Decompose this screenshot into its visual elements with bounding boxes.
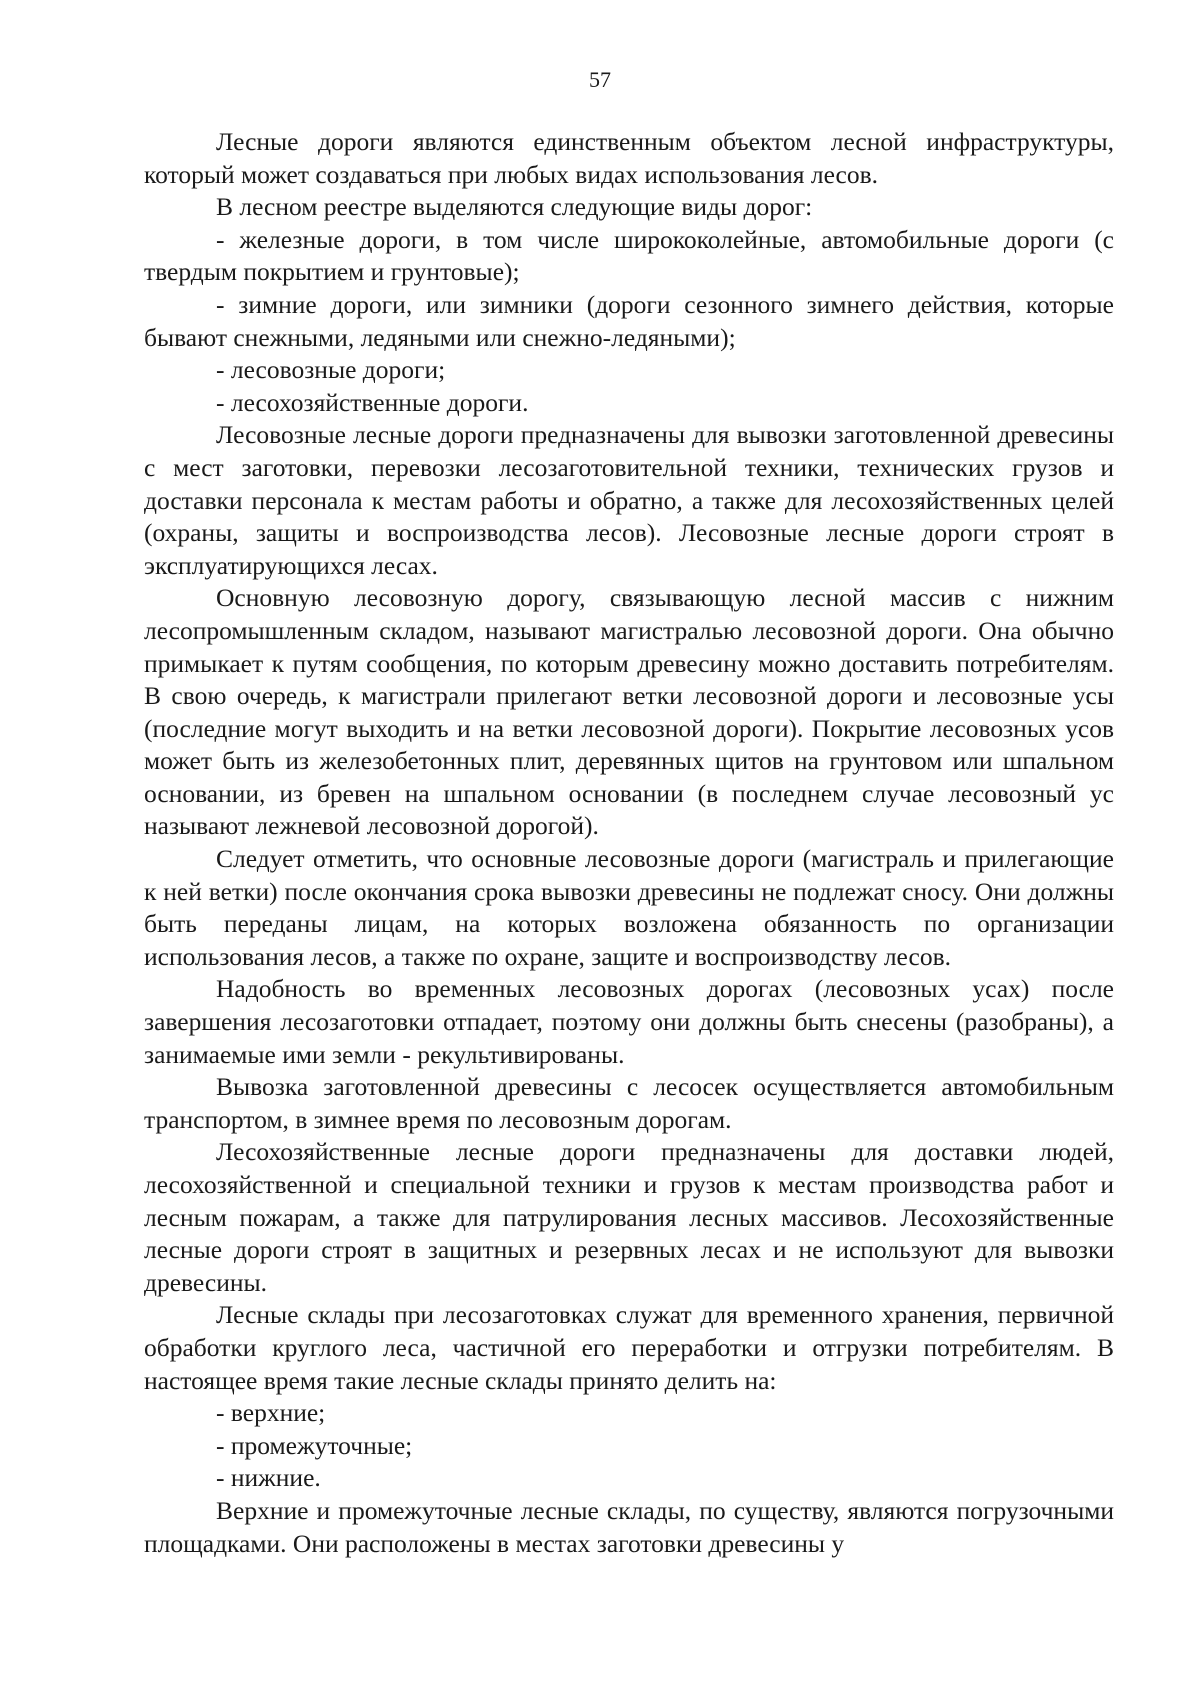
paragraph: Надобность во временных лесовозных дорогах (лесовозных усах) после завершения лесозаготовки отпадает, поэтому они должны быть снесены (разобраны), а занимаемые ими земли - рекультивированы. [144, 974, 1114, 1069]
paragraph: Вывозка заготовленной древесины с лесосек осуществляется автомобильным транспортом, в зимнее время по лесовозным дорогам. [144, 1072, 1114, 1134]
paragraph: В лесном реестре выделяются следующие виды дорог: [216, 192, 813, 222]
paragraph: Лесные склады при лесозаготовках служат для временного хранения, первичной обработки круглого леса, частичной его переработки и отгрузки потребителям. В настоящее время такие лесные склады принято делить на: [144, 1300, 1114, 1395]
page-number: 57 [589, 67, 611, 92]
list-item: - нижние. [216, 1463, 321, 1493]
list-item: - железные дороги, в том числе ширококолейные, автомобильные дороги (с твердым покрытием и грунтовые); [144, 224, 1114, 287]
list-item: - лесохозяйственные дороги. [216, 387, 529, 417]
paragraph: Верхние и промежуточные лесные склады, по существу, являются погрузочными площадками. Они расположены в местах заготовки древесины у [144, 1495, 1114, 1558]
list-item: - промежуточные; [216, 1430, 413, 1460]
paragraph: Основную лесовозную дорогу, связывающую лесной массив с нижним лесопромышленным складом, называют магистралью лесовозной дороги. Она обычно примыкает к путям сообщения, по которым древесину можно доставить потребителям. В свою очередь, к магистрали прилегают ветки лесовозной дороги и лесовозные усы (последние могут выходить и на ветки лесовозной дороги). Покрытие лесовозных усов может быть из железобетонных плит, деревянных щитов на грунтовом или шпальном основании, из бревен на шпальном основании (в последнем случае лесовозный ус называют лежневой лесовозной дорогой). [144, 583, 1114, 841]
page-body [144, 126, 1114, 1560]
list-item: - лесовозные дороги; [216, 355, 446, 385]
paragraph: Лесовозные лесные дороги предназначены для вывозки заготовленной древесины с мест заготовки, перевозки лесозаготовительной техники, технических грузов и доставки персонала к местам работы и обратно, а также для лесохозяйственных целей (охраны, защиты и воспроизводства лесов). Лесовозные лесные дороги строят в эксплуатирующихся лесах. [144, 420, 1114, 580]
paragraph: Следует отметить, что основные лесовозные дороги (магистраль и прилегающие к ней ветки) после окончания срока вывозки древесины не подлежат сносу. Они должны быть переданы лицам, на которых возложена обязанность по организации использования лесов, а также по охране, защите и воспроизводству лесов. [144, 844, 1114, 971]
paragraph: Лесные дороги являются единственным объектом лесной инфраструктуры, который может создаваться при любых видах использования лесов. [144, 127, 1114, 189]
list-item: - верхние; [216, 1398, 326, 1428]
paragraph: Лесохозяйственные лесные дороги предназначены для доставки людей, лесохозяйственной и специальной техники и грузов к местам производства работ и лесным пожарам, а также для патрулирования лесных массивов. Лесохозяйственные лесные дороги строят в защитных и резервных лесах и не используют для вывозки древесины. [144, 1137, 1114, 1297]
list-item: - зимние дороги, или зимники (дороги сезонного зимнего действия, которые бывают снежными, ледяными или снежно-ледяными); [144, 289, 1114, 352]
